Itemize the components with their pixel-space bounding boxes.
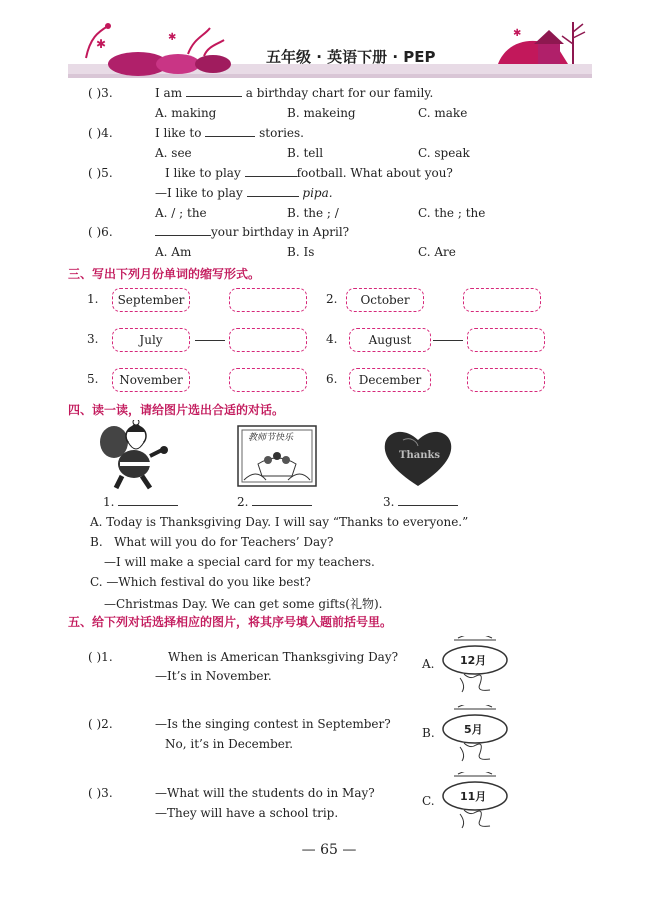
- dialog-b-q: B. What will you do for Teachers’ Day?: [90, 535, 334, 549]
- s5-q2-paren[interactable]: ( )2.: [88, 717, 113, 731]
- q4-stem: [155, 126, 304, 140]
- q6-blank[interactable]: [155, 235, 211, 236]
- q5-option-c[interactable]: C. the ; the: [418, 206, 486, 220]
- month-num-2: 2.: [326, 292, 338, 306]
- dialog-c-q: C. —Which festival do you like best?: [90, 575, 311, 589]
- pic-letter-c: C.: [422, 794, 435, 808]
- santa-picture: [92, 420, 170, 492]
- q5-line2-post: pipa.: [302, 186, 333, 200]
- s5-q3-question: —What will the students do in May?: [155, 786, 375, 800]
- q3-post: a birthday chart for our family.: [245, 86, 434, 100]
- abbr-box-2[interactable]: [463, 288, 541, 312]
- q5-paren[interactable]: ( )5.: [88, 166, 113, 180]
- q5-stem: [165, 166, 453, 180]
- balloon-picture-c: [440, 772, 510, 832]
- s5-q3-answer: —They will have a school trip.: [155, 806, 339, 820]
- section3-heading: 三、写出下列月份单词的缩写形式。: [68, 267, 261, 281]
- q4-paren[interactable]: ( )4.: [88, 126, 113, 140]
- q4-option-b[interactable]: B. tell: [287, 146, 324, 160]
- pic-label-2: [237, 495, 312, 509]
- q4-blank[interactable]: [205, 136, 255, 137]
- q5-line2: [155, 186, 333, 200]
- q5-blank-1[interactable]: [245, 176, 297, 177]
- month-box-november: November: [112, 368, 190, 392]
- q4-pre: I like to: [155, 126, 202, 140]
- header-title: 五年级 · 英语下册 · PEP: [266, 48, 436, 66]
- q3-option-b[interactable]: B. makeing: [287, 106, 356, 120]
- santa-icon: [92, 420, 170, 492]
- svg-text:✱: ✱: [168, 32, 177, 43]
- balloon-label-c: 11月: [460, 790, 487, 803]
- abbr-box-6[interactable]: [467, 368, 545, 392]
- balloon-picture-b: [440, 705, 510, 765]
- month-box-october: October: [346, 288, 424, 312]
- q6-paren[interactable]: ( )6.: [88, 225, 113, 239]
- abbr-box-3[interactable]: [229, 328, 307, 352]
- pic-answer-3[interactable]: [398, 505, 458, 506]
- pic-letter-a: A.: [422, 657, 435, 671]
- month-box-december: December: [349, 368, 431, 392]
- q6-option-b[interactable]: B. Is: [287, 245, 315, 259]
- q3-option-a[interactable]: A. making: [155, 106, 217, 120]
- thanks-heart-picture: [383, 426, 453, 488]
- month-box-september: September: [112, 288, 190, 312]
- pic-label-3-num: 3.: [383, 495, 395, 509]
- month-box-july: July: [112, 328, 190, 352]
- month-num-1: 1.: [87, 292, 99, 306]
- q5-blank-2[interactable]: [247, 196, 299, 197]
- balloon-label-a: 12月: [460, 654, 487, 667]
- balloon-label-b: 5月: [464, 723, 483, 736]
- heart-caption: Thanks: [399, 450, 441, 461]
- q4-post: stories.: [259, 126, 304, 140]
- q3-blank[interactable]: [186, 96, 242, 97]
- connector-line-3: [195, 340, 225, 341]
- month-num-6: 6.: [326, 372, 338, 386]
- q6-option-a[interactable]: A. Am: [155, 245, 192, 259]
- s5-q1-paren[interactable]: ( )1.: [88, 650, 113, 664]
- abbr-box-5[interactable]: [229, 368, 307, 392]
- q3-stem: [155, 86, 433, 100]
- page-number: — 65 —: [301, 842, 357, 858]
- month-box-august: August: [349, 328, 431, 352]
- q5-line2-pre: —I like to play: [155, 186, 243, 200]
- q5-option-b[interactable]: B. the ; /: [287, 206, 339, 220]
- s5-q2-answer: No, it’s in December.: [165, 737, 294, 751]
- section5-heading: 五、给下列对话选择相应的图片，将其序号填入题前括号里。: [68, 615, 393, 629]
- dialog-a: A. Today is Thanksgiving Day. I will say “Thanks to everyone.”: [90, 515, 469, 529]
- q5-post: football. What about you?: [296, 166, 453, 180]
- s5-q2-question: —Is the singing contest in September?: [155, 717, 391, 731]
- pic-answer-1[interactable]: [118, 505, 178, 506]
- section4-heading: 四、读一读，请给图片选出合适的对话。: [68, 403, 285, 417]
- dialog-c-a: —Christmas Day. We can get some gifts(礼物).: [104, 597, 383, 611]
- q4-option-a[interactable]: A. see: [155, 146, 192, 160]
- pic-label-2-num: 2.: [237, 495, 249, 509]
- svg-text:✱: ✱: [513, 28, 522, 39]
- balloon-picture-a: [440, 636, 510, 696]
- connector-line-4: [433, 340, 463, 341]
- teachers-day-card-picture: [236, 424, 318, 488]
- pic-label-3: [383, 495, 458, 509]
- s5-q1-answer: —It’s in November.: [155, 669, 272, 683]
- month-num-5: 5.: [87, 372, 99, 386]
- pic-label-1: [103, 495, 178, 509]
- q6-option-c[interactable]: C. Are: [418, 245, 456, 259]
- q4-option-c[interactable]: C. speak: [418, 146, 470, 160]
- dialog-b-a: —I will make a special card for my teachers.: [104, 555, 375, 569]
- abbr-box-1[interactable]: [229, 288, 307, 312]
- pic-answer-2[interactable]: [252, 505, 312, 506]
- q3-paren[interactable]: ( )3.: [88, 86, 113, 100]
- svg-text:✱: ✱: [96, 37, 107, 51]
- q3-pre: I am: [155, 86, 183, 100]
- pic-label-1-num: 1.: [103, 495, 115, 509]
- s5-q3-paren[interactable]: ( )3.: [88, 786, 113, 800]
- q3-option-c[interactable]: C. make: [418, 106, 468, 120]
- card-caption: 教师节快乐: [248, 433, 294, 443]
- q6-stem: [155, 225, 349, 239]
- q5-pre: I like to play: [165, 166, 241, 180]
- month-num-3: 3.: [87, 332, 99, 346]
- pic-letter-b: B.: [422, 726, 435, 740]
- q5-option-a[interactable]: A. / ; the: [155, 206, 207, 220]
- s5-q1-question: When is American Thanksgiving Day?: [168, 650, 399, 664]
- q6-post: your birthday in April?: [211, 225, 350, 239]
- abbr-box-4[interactable]: [467, 328, 545, 352]
- month-num-4: 4.: [326, 332, 338, 346]
